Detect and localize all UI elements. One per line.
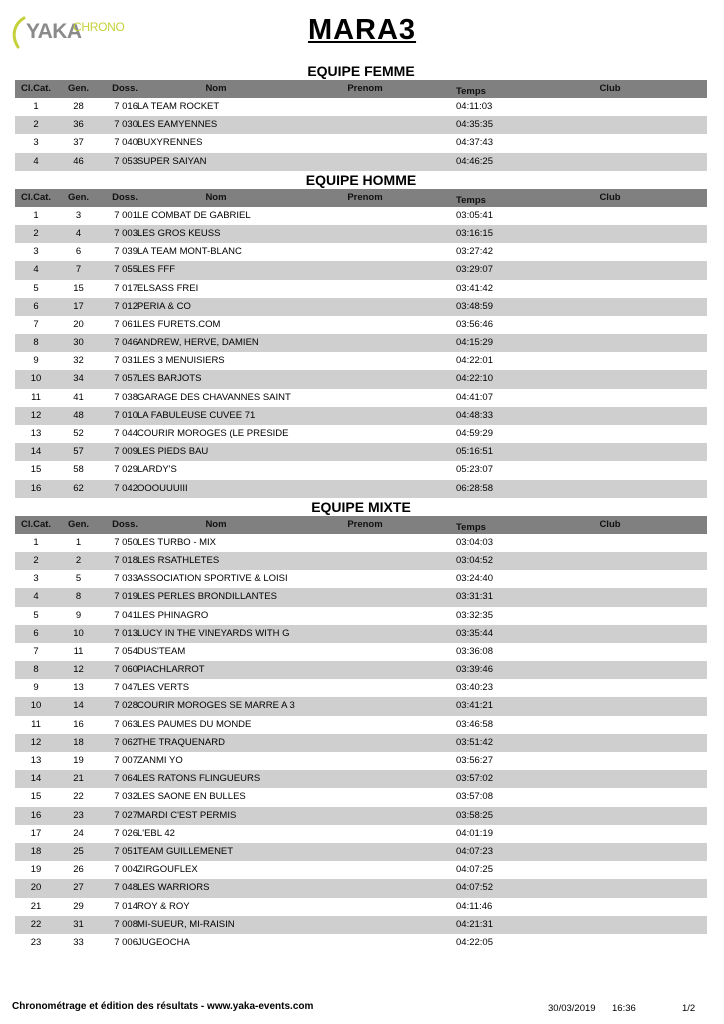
cell-cat: 12 xyxy=(30,409,42,421)
cell-gen: 12 xyxy=(73,664,84,676)
cell-temps: 05:16:51 xyxy=(456,446,493,458)
cell-nom: MARDI C'EST PERMIS xyxy=(137,809,237,821)
cell-doss: 7 001 xyxy=(114,209,138,221)
cell-cat: 21 xyxy=(30,900,42,912)
cell-nom: COURIR MOROGES (LE PRESIDE xyxy=(137,428,289,439)
cell-cat: 11 xyxy=(31,391,41,403)
cell-cat: 9 xyxy=(33,355,39,367)
cell-doss: 7 004 xyxy=(114,864,138,876)
cell-gen: 24 xyxy=(73,827,84,839)
header-club: Club xyxy=(599,518,621,530)
cell-cat: 22 xyxy=(30,918,42,930)
cell-doss: 7 040 xyxy=(114,137,138,149)
cell-doss: 7 061 xyxy=(114,318,138,330)
cell-doss: 7 018 xyxy=(114,554,138,566)
cell-doss: 7 031 xyxy=(114,355,138,367)
cell-doss: 7 057 xyxy=(114,373,138,385)
header-gen: Gen. xyxy=(67,83,90,94)
cell-temps: 03:58:25 xyxy=(456,809,493,821)
cell-temps: 03:32:35 xyxy=(456,609,493,621)
table-row xyxy=(15,352,707,370)
cell-nom: OOOUUUIII xyxy=(137,482,188,494)
cell-gen: 58 xyxy=(73,464,84,476)
header-temps: Temps xyxy=(456,521,486,533)
cell-temps: 03:27:42 xyxy=(456,246,493,258)
table-header xyxy=(15,189,707,207)
cell-nom: ROY & ROY xyxy=(137,900,190,912)
cell-doss: 7 039 xyxy=(114,246,138,258)
cell-temps: 03:04:52 xyxy=(456,554,493,566)
cell-nom: ANDREW, HERVE, DAMIEN xyxy=(137,337,259,349)
results-sections xyxy=(15,62,707,952)
table-row xyxy=(15,298,707,316)
cell-gen: 28 xyxy=(73,101,84,112)
cell-doss: 7 014 xyxy=(114,900,138,912)
cell-doss: 7 062 xyxy=(114,736,138,748)
table-row xyxy=(15,243,707,261)
table-row xyxy=(15,825,707,843)
cell-gen: 19 xyxy=(73,755,84,766)
results-section xyxy=(15,498,707,952)
cell-gen: 5 xyxy=(75,573,82,585)
cell-gen: 31 xyxy=(73,918,84,930)
header-nom: Nom xyxy=(205,518,227,530)
cell-cat: 10 xyxy=(30,373,42,385)
cell-doss: 7 007 xyxy=(114,755,138,766)
header-cat: Cl.Cat. xyxy=(20,83,52,94)
cell-doss: 7 003 xyxy=(114,227,138,239)
cell-cat: 5 xyxy=(33,609,39,621)
table-row xyxy=(15,425,707,443)
cell-cat: 14 xyxy=(30,446,42,458)
table-row xyxy=(15,316,707,334)
cell-cat: 2 xyxy=(33,227,39,239)
table-row xyxy=(15,588,707,606)
cell-nom: LES GROS KEUSS xyxy=(137,227,221,239)
cell-cat: 17 xyxy=(30,827,42,839)
cell-gen: 2 xyxy=(75,554,82,566)
cell-temps: 04:22:01 xyxy=(456,355,493,367)
cell-nom: THE TRAQUENARD xyxy=(137,736,225,748)
cell-doss: 7 044 xyxy=(114,428,138,439)
cell-nom: LE COMBAT DE GABRIEL xyxy=(137,209,251,221)
cell-temps: 03:41:42 xyxy=(456,282,493,294)
cell-nom: GARAGE DES CHAVANNES SAINT xyxy=(137,391,291,403)
cell-cat: 1 xyxy=(33,209,39,221)
cell-temps: 04:21:31 xyxy=(456,918,493,930)
cell-cat: 19 xyxy=(30,864,42,876)
cell-nom: TEAM GUILLEMENET xyxy=(137,845,234,857)
cell-gen: 41 xyxy=(73,391,84,403)
cell-gen: 22 xyxy=(73,791,84,803)
cell-gen: 4 xyxy=(75,227,82,239)
table-row xyxy=(15,879,707,897)
logo-text-main: YAKA xyxy=(26,20,82,43)
table-row xyxy=(15,461,707,479)
cell-temps: 03:56:46 xyxy=(456,318,493,330)
cell-doss: 7 027 xyxy=(114,809,138,821)
cell-cat: 9 xyxy=(33,682,39,694)
table-row xyxy=(15,679,707,697)
cell-doss: 7 030 xyxy=(114,119,138,131)
cell-temps: 04:46:25 xyxy=(456,155,493,167)
table-row xyxy=(15,734,707,752)
cell-doss: 7 006 xyxy=(114,936,138,948)
cell-gen: 33 xyxy=(73,936,84,948)
cell-gen: 6 xyxy=(75,246,82,258)
cell-doss: 7 032 xyxy=(114,791,138,803)
header-doss: Doss. xyxy=(112,191,138,203)
cell-gen: 37 xyxy=(73,137,84,149)
header-prenom: Prenom xyxy=(347,518,383,530)
cell-temps: 03:39:46 xyxy=(456,664,493,676)
cell-nom: MI-SUEUR, MI-RAISIN xyxy=(137,918,235,930)
cell-gen: 3 xyxy=(75,209,82,221)
results-section xyxy=(15,171,707,498)
cell-nom: ASSOCIATION SPORTIVE & LOISI xyxy=(137,573,288,585)
cell-cat: 6 xyxy=(33,300,39,312)
cell-doss: 7 026 xyxy=(114,827,138,839)
cell-gen: 48 xyxy=(73,409,84,421)
cell-nom: L'EBL 42 xyxy=(137,827,175,839)
cell-nom: LES PERLES BRONDILLANTES xyxy=(137,591,277,603)
table-header xyxy=(15,80,707,98)
cell-cat: 4 xyxy=(33,591,39,603)
cell-nom: BUXYRENNES xyxy=(137,137,203,149)
cell-temps: 03:40:23 xyxy=(456,682,493,694)
cell-nom: LES FFF xyxy=(137,264,176,276)
cell-temps: 06:28:58 xyxy=(456,482,493,494)
cell-gen: 32 xyxy=(73,355,84,367)
cell-gen: 17 xyxy=(73,300,84,312)
cell-temps: 04:07:23 xyxy=(456,845,493,857)
cell-temps: 04:37:43 xyxy=(456,137,493,149)
cell-gen: 27 xyxy=(73,882,84,894)
section-title: EQUIPE MIXTE xyxy=(311,498,411,515)
table-row xyxy=(15,934,707,952)
cell-temps: 03:57:08 xyxy=(456,791,493,803)
cell-cat: 14 xyxy=(30,773,42,785)
cell-temps: 03:05:41 xyxy=(456,209,493,221)
cell-doss: 7 064 xyxy=(114,773,138,785)
cell-doss: 7 041 xyxy=(114,609,138,621)
cell-temps: 03:46:58 xyxy=(456,718,493,730)
cell-gen: 26 xyxy=(73,864,84,876)
cell-nom: PERIA & CO xyxy=(137,300,191,312)
cell-doss: 7 050 xyxy=(114,536,138,548)
cell-nom: DUS'TEAM xyxy=(137,645,186,657)
cell-cat: 12 xyxy=(30,736,42,748)
cell-doss: 7 019 xyxy=(114,591,138,603)
table-row xyxy=(15,607,707,625)
cell-doss: 7 051 xyxy=(114,845,138,857)
cell-temps: 03:04:03 xyxy=(456,536,493,548)
table-row xyxy=(15,261,707,279)
cell-doss: 7 042 xyxy=(114,482,138,494)
header-cat: Cl.Cat. xyxy=(20,518,52,530)
cell-cat: 13 xyxy=(30,428,42,439)
cell-gen: 23 xyxy=(73,809,84,821)
header-prenom: Prenom xyxy=(347,83,383,94)
cell-temps: 03:56:27 xyxy=(456,755,493,766)
table-row xyxy=(15,480,707,498)
cell-doss: 7 009 xyxy=(114,446,138,458)
cell-temps: 04:22:10 xyxy=(456,373,493,385)
cell-gen: 46 xyxy=(73,155,84,167)
cell-gen: 9 xyxy=(75,609,82,621)
cell-nom: LES VERTS xyxy=(137,682,190,694)
page-title: MARA3 xyxy=(307,14,417,46)
cell-nom: LES BARJOTS xyxy=(137,373,202,385)
cell-doss: 7 017 xyxy=(114,282,138,294)
cell-gen: 36 xyxy=(73,119,84,131)
table-row xyxy=(15,280,707,298)
cell-nom: LES TURBO - MIX xyxy=(137,536,217,548)
cell-nom: JUGEOCHA xyxy=(137,936,190,948)
table-row xyxy=(15,443,707,461)
table-row xyxy=(15,116,707,134)
cell-temps: 04:15:29 xyxy=(456,337,493,349)
cell-nom: LES PIEDS BAU xyxy=(137,446,209,458)
header-cat: Cl.Cat. xyxy=(20,191,52,203)
cell-cat: 3 xyxy=(33,137,39,149)
cell-cat: 10 xyxy=(30,700,42,712)
cell-cat: 16 xyxy=(30,809,42,821)
table-row xyxy=(15,134,707,152)
cell-cat: 18 xyxy=(30,845,42,857)
table-row xyxy=(15,370,707,388)
cell-temps: 04:11:46 xyxy=(456,900,493,912)
table-row xyxy=(15,752,707,770)
table-row xyxy=(15,98,707,116)
cell-gen: 21 xyxy=(73,773,84,785)
cell-nom: LES RSATHLETES xyxy=(137,554,220,566)
cell-nom: LUCY IN THE VINEYARDS WITH G xyxy=(137,627,290,639)
cell-cat: 7 xyxy=(33,645,39,657)
cell-cat: 1 xyxy=(33,536,39,548)
cell-cat: 4 xyxy=(33,264,39,276)
cell-cat: 2 xyxy=(33,554,39,566)
cell-temps: 03:36:08 xyxy=(456,645,493,657)
cell-cat: 8 xyxy=(33,664,39,676)
cell-nom: LARDY'S xyxy=(137,464,177,476)
cell-doss: 7 033 xyxy=(114,573,138,585)
cell-temps: 03:57:02 xyxy=(456,773,493,785)
footer-credit: Chronométrage et édition des résultats - www.yaka-events.com xyxy=(12,1001,314,1012)
header-gen: Gen. xyxy=(67,518,90,530)
cell-cat: 20 xyxy=(30,882,42,894)
cell-doss: 7 053 xyxy=(114,155,138,167)
cell-temps: 03:51:42 xyxy=(456,736,493,748)
results-section xyxy=(15,62,707,171)
table-row xyxy=(15,807,707,825)
cell-temps: 03:48:59 xyxy=(456,300,493,312)
cell-temps: 03:29:07 xyxy=(456,264,493,276)
footer-date: 30/03/2019 xyxy=(548,1003,596,1014)
logo-text-sub: CHRONO xyxy=(73,20,125,34)
table-row xyxy=(15,643,707,661)
cell-nom: PIACHLARROT xyxy=(137,664,205,676)
cell-cat: 13 xyxy=(30,755,42,766)
cell-gen: 11 xyxy=(73,645,84,657)
cell-nom: ELSASS FREI xyxy=(137,282,199,294)
cell-doss: 7 029 xyxy=(114,464,138,476)
table-row xyxy=(15,552,707,570)
footer-page-number: 1/2 xyxy=(682,1003,696,1014)
cell-nom: ZANMI YO xyxy=(137,755,183,766)
table-row xyxy=(15,225,707,243)
cell-nom: SUPER SAIYAN xyxy=(137,155,207,167)
cell-cat: 6 xyxy=(33,627,39,639)
cell-doss: 7 060 xyxy=(114,664,138,676)
header-club: Club xyxy=(599,83,621,94)
table-row xyxy=(15,207,707,225)
cell-cat: 5 xyxy=(33,282,39,294)
cell-temps: 04:07:25 xyxy=(456,864,493,876)
header-temps: Temps xyxy=(456,86,486,97)
cell-cat: 11 xyxy=(31,718,41,730)
cell-temps: 04:07:52 xyxy=(456,882,493,894)
cell-temps: 05:23:07 xyxy=(456,464,493,476)
cell-doss: 7 016 xyxy=(114,101,138,112)
cell-gen: 13 xyxy=(73,682,84,694)
cell-doss: 7 008 xyxy=(114,918,138,930)
cell-temps: 04:59:29 xyxy=(456,428,493,439)
cell-temps: 04:11:03 xyxy=(456,101,493,112)
cell-cat: 3 xyxy=(33,246,39,258)
cell-gen: 30 xyxy=(73,337,84,349)
table-row xyxy=(15,916,707,934)
cell-gen: 16 xyxy=(73,718,84,730)
table-row xyxy=(15,534,707,552)
cell-nom: LA FABULEUSE CUVEE 71 xyxy=(137,409,256,421)
cell-cat: 1 xyxy=(33,101,39,112)
cell-gen: 34 xyxy=(73,373,84,385)
header-club: Club xyxy=(599,191,621,203)
cell-doss: 7 047 xyxy=(114,682,138,694)
cell-doss: 7 012 xyxy=(114,300,138,312)
cell-cat: 3 xyxy=(33,573,39,585)
cell-nom: COURIR MOROGES SE MARRE A 3 xyxy=(137,700,295,712)
header-doss: Doss. xyxy=(112,83,138,94)
cell-doss: 7 013 xyxy=(114,627,138,639)
table-row xyxy=(15,407,707,425)
table-row xyxy=(15,716,707,734)
cell-nom: LES PAUMES DU MONDE xyxy=(137,718,252,730)
header-temps: Temps xyxy=(456,194,486,206)
cell-temps: 04:35:35 xyxy=(456,119,493,131)
table-row xyxy=(15,843,707,861)
cell-doss: 7 048 xyxy=(114,882,138,894)
cell-temps: 03:31:31 xyxy=(456,591,493,603)
cell-temps: 04:48:33 xyxy=(456,409,493,421)
cell-nom: LES SAONE EN BULLES xyxy=(137,791,246,803)
table-row xyxy=(15,898,707,916)
cell-nom: ZIRGOUFLEX xyxy=(137,864,198,876)
cell-doss: 7 063 xyxy=(114,718,138,730)
cell-doss: 7 010 xyxy=(114,409,138,421)
cell-gen: 18 xyxy=(73,736,84,748)
table-row xyxy=(15,861,707,879)
cell-gen: 29 xyxy=(73,900,84,912)
cell-cat: 15 xyxy=(30,791,42,803)
cell-gen: 8 xyxy=(75,591,82,603)
cell-cat: 8 xyxy=(33,337,39,349)
table-row xyxy=(15,661,707,679)
cell-nom: LES WARRIORS xyxy=(137,882,210,894)
table-row xyxy=(15,334,707,352)
cell-cat: 4 xyxy=(33,155,39,167)
table-row xyxy=(15,153,707,171)
cell-nom: LA TEAM MONT-BLANC xyxy=(137,246,242,258)
cell-gen: 62 xyxy=(73,482,84,494)
header-prenom: Prenom xyxy=(347,191,383,203)
cell-nom: LES 3 MENUISIERS xyxy=(137,355,225,367)
section-title: EQUIPE HOMME xyxy=(305,171,417,188)
cell-nom: LES EAMYENNES xyxy=(137,119,218,131)
footer-time: 16:36 xyxy=(612,1003,636,1014)
cell-doss: 7 055 xyxy=(114,264,138,276)
header-gen: Gen. xyxy=(67,191,90,203)
table-row xyxy=(15,788,707,806)
cell-gen: 1 xyxy=(75,536,82,548)
cell-gen: 7 xyxy=(75,264,82,276)
cell-temps: 04:41:07 xyxy=(456,391,493,403)
cell-temps: 04:01:19 xyxy=(456,827,493,839)
cell-temps: 03:16:15 xyxy=(456,227,493,239)
section-title: EQUIPE FEMME xyxy=(307,63,415,79)
cell-gen: 15 xyxy=(73,282,84,294)
cell-gen: 14 xyxy=(73,700,84,712)
cell-gen: 57 xyxy=(73,446,84,458)
cell-temps: 03:35:44 xyxy=(456,627,493,639)
cell-doss: 7 054 xyxy=(114,645,138,657)
table-header xyxy=(15,516,707,534)
table-row xyxy=(15,625,707,643)
cell-doss: 7 038 xyxy=(114,391,138,403)
cell-doss: 7 028 xyxy=(114,700,138,712)
header-nom: Nom xyxy=(205,191,227,203)
cell-gen: 25 xyxy=(73,845,84,857)
header-doss: Doss. xyxy=(112,518,138,530)
table-row xyxy=(15,389,707,407)
cell-doss: 7 046 xyxy=(114,337,138,349)
table-row xyxy=(15,697,707,715)
cell-gen: 52 xyxy=(73,428,84,439)
table-row xyxy=(15,570,707,588)
cell-temps: 04:22:05 xyxy=(456,936,493,948)
cell-nom: LA TEAM ROCKET xyxy=(137,101,220,112)
cell-gen: 20 xyxy=(73,318,84,330)
cell-cat: 7 xyxy=(33,318,39,330)
cell-nom: LES FURETS.COM xyxy=(137,318,221,330)
cell-cat: 15 xyxy=(30,464,42,476)
cell-cat: 16 xyxy=(30,482,42,494)
cell-cat: 2 xyxy=(33,119,39,131)
cell-cat: 23 xyxy=(30,936,42,948)
cell-gen: 10 xyxy=(73,627,84,639)
cell-temps: 03:41:21 xyxy=(456,700,493,712)
cell-temps: 03:24:40 xyxy=(456,573,493,585)
cell-nom: LES RATONS FLINGUEURS xyxy=(137,773,261,785)
table-row xyxy=(15,770,707,788)
header-nom: Nom xyxy=(205,83,227,94)
cell-nom: LES PHINAGRO xyxy=(137,609,209,621)
